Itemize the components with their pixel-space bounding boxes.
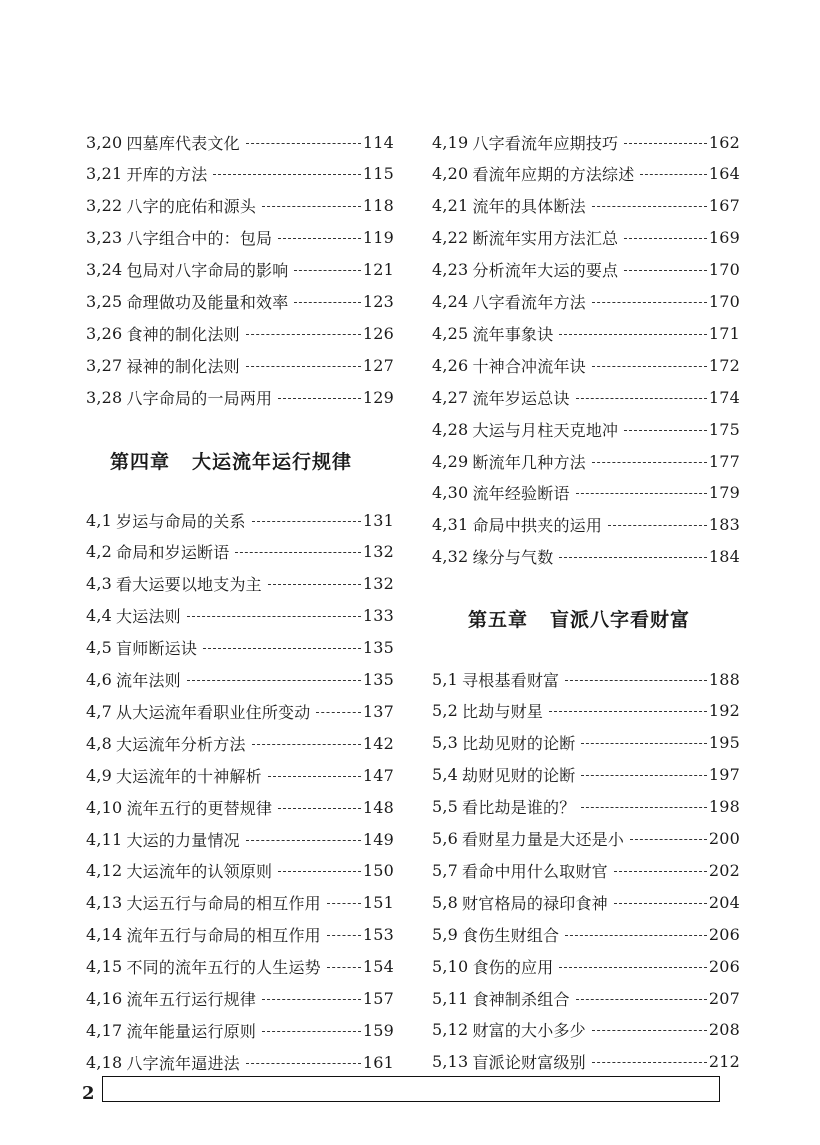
toc-entry — [86, 760, 394, 790]
entry-number: 4,22 — [432, 228, 469, 248]
entry-page: 132 — [362, 542, 394, 562]
entry-number: 4,16 — [86, 989, 123, 1008]
entry-number: 5,6 — [432, 829, 459, 848]
dash-leader — [581, 775, 706, 776]
toc-entry — [432, 983, 740, 1013]
toc-entry — [86, 633, 394, 663]
dash-leader — [278, 808, 361, 809]
entry-page: 135 — [362, 638, 394, 658]
entry-page: 119 — [362, 228, 394, 248]
entry-number: 4,20 — [432, 164, 469, 184]
entry-title: 流年岁运总诀 — [472, 388, 570, 408]
entry-title: 财官格局的禄印食神 — [462, 893, 608, 913]
entry-title: 命局和岁运断语 — [116, 543, 230, 563]
entry-number: 5,2 — [432, 701, 459, 721]
dash-leader — [576, 493, 707, 494]
dash-leader — [235, 552, 360, 553]
entry-number: 4,9 — [86, 765, 113, 785]
entry-number: 4,23 — [432, 260, 469, 280]
entry-title: 盲派论财富级别 — [472, 1053, 586, 1073]
dash-leader — [327, 935, 361, 936]
dash-leader — [327, 903, 361, 904]
dash-leader — [592, 1030, 707, 1031]
entry-number: 5,5 — [432, 797, 459, 817]
dash-leader — [316, 712, 360, 713]
entry-title: 禄神的制化法则 — [126, 356, 240, 376]
entry-number: 4,6 — [86, 670, 113, 689]
dash-leader — [294, 270, 360, 271]
toc-entry — [86, 537, 394, 567]
entry-page: 159 — [362, 1020, 394, 1040]
entry-page: 118 — [362, 196, 394, 216]
toc-entry — [86, 505, 394, 535]
entry-page: 154 — [362, 957, 394, 977]
entry-number: 5,11 — [432, 988, 469, 1008]
entry-page: 200 — [708, 829, 740, 848]
entry-title: 流年能量运行原则 — [126, 1021, 257, 1041]
entry-page: 179 — [708, 483, 740, 503]
toc-entry — [432, 919, 740, 949]
dash-leader — [262, 206, 361, 207]
entry-page: 162 — [708, 132, 740, 152]
dash-leader — [278, 398, 361, 399]
entry-page: 142 — [362, 733, 394, 753]
entry-title: 流年事象诀 — [472, 324, 554, 344]
toc-entry — [432, 318, 740, 348]
entry-title: 十神合冲流年诀 — [472, 356, 586, 376]
entry-page: 174 — [708, 387, 740, 407]
entry-number: 3,23 — [86, 228, 123, 248]
entry-number: 3,24 — [86, 260, 123, 280]
dash-leader — [624, 143, 707, 144]
entry-page: 177 — [708, 451, 740, 471]
toc-entry — [86, 792, 394, 822]
entry-title: 流年五行的更替规律 — [126, 798, 273, 818]
dash-leader — [246, 1063, 361, 1064]
dash-leader — [549, 711, 707, 712]
toc-entry — [432, 542, 740, 572]
entry-page: 151 — [362, 893, 394, 913]
entry-title: 食伤生财组合 — [462, 925, 560, 945]
chapter-heading — [110, 447, 352, 474]
entry-title: 八字的庇佑和源头 — [126, 197, 257, 217]
entry-number: 5,13 — [432, 1052, 469, 1072]
entry-title: 大运流年分析方法 — [116, 734, 246, 754]
toc-entry — [432, 855, 740, 885]
entry-page: 161 — [362, 1052, 394, 1072]
dash-leader — [187, 680, 361, 681]
toc-entry — [86, 1047, 394, 1077]
toc-entry — [432, 223, 740, 253]
dash-leader — [592, 302, 707, 303]
entry-page: 123 — [362, 292, 394, 311]
dash-leader — [252, 521, 361, 522]
dash-leader — [246, 143, 361, 144]
entry-page: 132 — [362, 574, 394, 594]
toc-entry — [86, 318, 394, 348]
toc-entry — [432, 350, 740, 380]
entry-page: 202 — [708, 860, 740, 880]
entry-number: 4,12 — [86, 861, 123, 881]
entry-number: 4,26 — [432, 355, 469, 375]
toc-entry — [86, 255, 394, 285]
entry-page: 188 — [708, 669, 740, 689]
entry-title: 八字组合中的：包局 — [126, 229, 273, 249]
entry-page: 170 — [708, 292, 740, 311]
dash-leader — [592, 1062, 707, 1063]
toc-entry — [86, 223, 394, 253]
toc-entry — [432, 728, 740, 758]
entry-number: 3,26 — [86, 323, 123, 343]
entry-title: 大运法则 — [116, 607, 181, 627]
dash-leader — [624, 430, 707, 431]
entry-title: 比劫见财的论断 — [462, 734, 576, 754]
dash-leader — [614, 871, 707, 872]
toc-entry — [432, 255, 740, 285]
toc-entry — [86, 824, 394, 854]
entry-title: 看财星力量是大还是小 — [462, 830, 625, 849]
entry-title: 断流年几种方法 — [472, 452, 586, 472]
entry-number: 4,10 — [86, 797, 123, 817]
entry-page: 171 — [708, 323, 740, 343]
toc-entry — [432, 510, 740, 540]
entry-number: 3,22 — [86, 196, 123, 216]
entry-page: 167 — [708, 196, 740, 216]
entry-page: 121 — [362, 260, 394, 280]
entry-number: 5,12 — [432, 1020, 469, 1040]
toc-entry — [432, 127, 740, 157]
dash-leader — [187, 616, 361, 617]
entry-title: 财富的大小多少 — [472, 1021, 586, 1041]
entry-number: 5,10 — [432, 956, 469, 976]
entry-page: 131 — [362, 510, 394, 530]
entry-title: 流年法则 — [116, 671, 181, 690]
entry-page: 147 — [362, 765, 394, 785]
toc-entry — [432, 887, 740, 917]
entry-title: 命局中拱夹的运用 — [472, 516, 603, 536]
entry-title: 食神制杀组合 — [472, 989, 570, 1009]
entry-page: 204 — [708, 892, 740, 912]
dash-leader — [592, 462, 707, 463]
entry-title: 大运流年的十神解析 — [116, 766, 262, 786]
toc-entry — [432, 478, 740, 508]
toc-entry — [86, 601, 394, 631]
toc-entry — [86, 665, 394, 695]
dash-leader — [640, 174, 706, 175]
dash-leader — [608, 525, 707, 526]
toc-entry — [86, 856, 394, 886]
entry-title: 食神的制化法则 — [126, 324, 240, 344]
entry-title: 看大运要以地支为主 — [116, 575, 262, 595]
entry-title: 大运流年的认领原则 — [126, 862, 273, 882]
entry-title: 命理做功及能量和效率 — [126, 293, 289, 312]
entry-title: 八字命局的一局两用 — [126, 388, 273, 408]
entry-number: 4,7 — [86, 701, 113, 721]
dash-leader — [614, 903, 707, 904]
dash-leader — [581, 807, 706, 808]
dash-leader — [246, 840, 361, 841]
entry-page: 184 — [708, 547, 740, 567]
toc-entry — [432, 446, 740, 476]
entry-page: 148 — [362, 797, 394, 817]
entry-title: 比劫与财星 — [462, 702, 544, 722]
entry-title: 流年五行运行规律 — [126, 990, 257, 1009]
entry-number: 4,32 — [432, 547, 469, 567]
entry-page: 192 — [708, 701, 740, 721]
entry-title: 寻根基看财富 — [462, 670, 560, 690]
entry-page: 129 — [362, 387, 394, 407]
entry-title: 流年五行与命局的相互作用 — [126, 926, 321, 946]
entry-number: 5,7 — [432, 860, 459, 880]
dash-leader — [559, 557, 706, 558]
dash-leader — [327, 967, 361, 968]
toc-entry — [432, 664, 740, 694]
page-number: 2 — [82, 1083, 95, 1104]
toc-entry — [86, 728, 394, 758]
toc-entry — [432, 414, 740, 444]
entry-number: 4,21 — [432, 196, 469, 216]
entry-page: 170 — [708, 260, 740, 280]
entry-page: 135 — [362, 670, 394, 689]
entry-page: 150 — [362, 861, 394, 881]
entry-number: 4,8 — [86, 733, 113, 753]
entry-number: 3,25 — [86, 292, 123, 311]
dash-leader — [592, 366, 707, 367]
toc-entry — [86, 952, 394, 982]
entry-title: 食伤的应用 — [472, 957, 554, 977]
toc-entry — [86, 696, 394, 726]
toc-entry — [86, 287, 394, 317]
entry-title: 不同的流年五行的人生运势 — [126, 958, 321, 978]
entry-title: 岁运与命局的关系 — [116, 511, 246, 531]
entry-page: 115 — [362, 164, 394, 184]
entry-page: 175 — [708, 419, 740, 439]
entry-number: 3,28 — [86, 387, 123, 407]
entry-page: 198 — [708, 797, 740, 817]
entry-number: 4,2 — [86, 542, 113, 562]
toc-entry — [432, 696, 740, 726]
entry-page: 133 — [362, 606, 394, 626]
toc-entry — [432, 159, 740, 189]
entry-number: 4,19 — [432, 132, 469, 152]
chapter-title: 盲派八字看财富 — [550, 609, 691, 631]
dash-leader — [559, 967, 706, 968]
dash-leader — [559, 334, 706, 335]
entry-number: 5,8 — [432, 892, 459, 912]
entry-page: 153 — [362, 925, 394, 945]
entry-page: 137 — [362, 701, 394, 721]
entry-page: 207 — [708, 988, 740, 1008]
dash-leader — [268, 584, 361, 585]
dash-leader — [246, 334, 361, 335]
entry-page: 197 — [708, 765, 740, 785]
entry-title: 缘分与气数 — [472, 548, 554, 568]
entry-number: 4,29 — [432, 451, 469, 471]
entry-number: 5,4 — [432, 765, 459, 785]
dash-leader — [565, 680, 707, 681]
entry-number: 4,28 — [432, 419, 469, 439]
dash-leader — [630, 839, 707, 840]
entry-number: 4,14 — [86, 925, 123, 945]
entry-number: 4,15 — [86, 957, 123, 977]
dash-leader — [203, 648, 361, 649]
toc-entry — [86, 569, 394, 599]
entry-title: 从大运流年看职业住所变动 — [116, 702, 311, 722]
entry-title: 看比劫是谁的？ — [462, 798, 576, 818]
dash-leader — [624, 270, 707, 271]
entry-title: 断流年实用方法汇总 — [472, 229, 619, 249]
entry-number: 4,24 — [432, 292, 469, 311]
entry-page: 164 — [708, 164, 740, 184]
entry-title: 八字看流年应期技巧 — [472, 133, 619, 153]
dash-leader — [624, 238, 707, 239]
chapter-heading — [468, 605, 690, 632]
entry-page: 114 — [362, 132, 394, 152]
toc-entry — [86, 191, 394, 221]
entry-title: 包局对八字命局的影响 — [126, 261, 289, 281]
chapter-label: 第五章 — [468, 609, 529, 631]
entry-number: 4,3 — [86, 574, 113, 594]
entry-number: 4,17 — [86, 1020, 123, 1040]
entry-page: 169 — [708, 228, 740, 248]
toc-entry — [86, 888, 394, 918]
toc-entry — [432, 792, 740, 822]
dash-leader — [565, 935, 707, 936]
entry-title: 流年经验断语 — [472, 484, 570, 504]
entry-title: 开库的方法 — [126, 165, 208, 185]
entry-number: 5,9 — [432, 924, 459, 944]
entry-number: 3,27 — [86, 355, 123, 375]
entry-title: 八字流年逼进法 — [126, 1053, 240, 1073]
dash-leader — [268, 776, 361, 777]
entry-title: 劫财见财的论断 — [462, 766, 576, 786]
toc-entry — [432, 1015, 740, 1045]
toc-entry — [86, 127, 394, 157]
entry-page: 149 — [362, 829, 394, 849]
toc-entry — [432, 951, 740, 981]
chapter-title: 大运流年运行规律 — [192, 451, 353, 473]
toc-entry — [86, 920, 394, 950]
entry-title: 看流年应期的方法综述 — [472, 165, 635, 185]
toc-entry — [432, 382, 740, 412]
entry-number: 4,4 — [86, 606, 113, 626]
entry-number: 4,11 — [86, 829, 123, 849]
entry-page: 208 — [708, 1020, 740, 1040]
entry-number: 4,13 — [86, 893, 123, 913]
entry-title: 看命中用什么取财官 — [462, 861, 608, 881]
entry-title: 大运与月柱天克地冲 — [472, 420, 619, 440]
entry-number: 4,18 — [86, 1052, 123, 1072]
dash-leader — [576, 999, 707, 1000]
chapter-label: 第四章 — [110, 451, 171, 473]
dash-leader — [246, 366, 361, 367]
entry-page: 212 — [708, 1052, 740, 1072]
entry-number: 4,31 — [432, 515, 469, 535]
entry-number: 5,1 — [432, 669, 459, 689]
dash-leader — [294, 302, 360, 303]
toc-entry — [432, 824, 740, 854]
dash-leader — [252, 744, 361, 745]
dash-leader — [592, 206, 707, 207]
dash-leader — [262, 999, 361, 1000]
entry-page: 126 — [362, 323, 394, 343]
dash-leader — [278, 238, 361, 239]
dash-leader — [576, 398, 707, 399]
entry-title: 分析流年大运的要点 — [472, 261, 619, 281]
toc-entry — [86, 350, 394, 380]
entry-page: 195 — [708, 733, 740, 753]
toc-entry — [432, 760, 740, 790]
entry-title: 四墓库代表文化 — [126, 133, 240, 153]
footer-box — [102, 1076, 720, 1102]
entry-title: 大运五行与命局的相互作用 — [126, 894, 321, 914]
entry-number: 3,20 — [86, 132, 123, 152]
entry-page: 157 — [362, 989, 394, 1008]
dash-leader — [213, 174, 360, 175]
entry-number: 4,27 — [432, 387, 469, 407]
entry-title: 盲师断运诀 — [116, 639, 198, 659]
entry-title: 流年的具体断法 — [472, 197, 586, 217]
entry-page: 183 — [708, 515, 740, 535]
toc-entry — [86, 159, 394, 189]
entry-page: 172 — [708, 355, 740, 375]
entry-number: 5,3 — [432, 733, 459, 753]
toc-entry — [86, 984, 394, 1014]
entry-number: 4,5 — [86, 638, 113, 658]
toc-entry — [432, 1047, 740, 1077]
entry-page: 206 — [708, 924, 740, 944]
entry-title: 八字看流年方法 — [472, 293, 586, 312]
entry-number: 4,25 — [432, 323, 469, 343]
dash-leader — [581, 743, 706, 744]
entry-page: 206 — [708, 956, 740, 976]
entry-title: 大运的力量情况 — [126, 830, 240, 850]
toc-entry — [86, 1015, 394, 1045]
entry-number: 3,21 — [86, 164, 123, 184]
entry-number: 4,1 — [86, 510, 113, 530]
entry-number: 4,30 — [432, 483, 469, 503]
dash-leader — [278, 871, 361, 872]
toc-entry — [86, 382, 394, 412]
entry-page: 127 — [362, 355, 394, 375]
toc-entry — [432, 191, 740, 221]
dash-leader — [262, 1031, 361, 1032]
toc-entry — [432, 287, 740, 317]
